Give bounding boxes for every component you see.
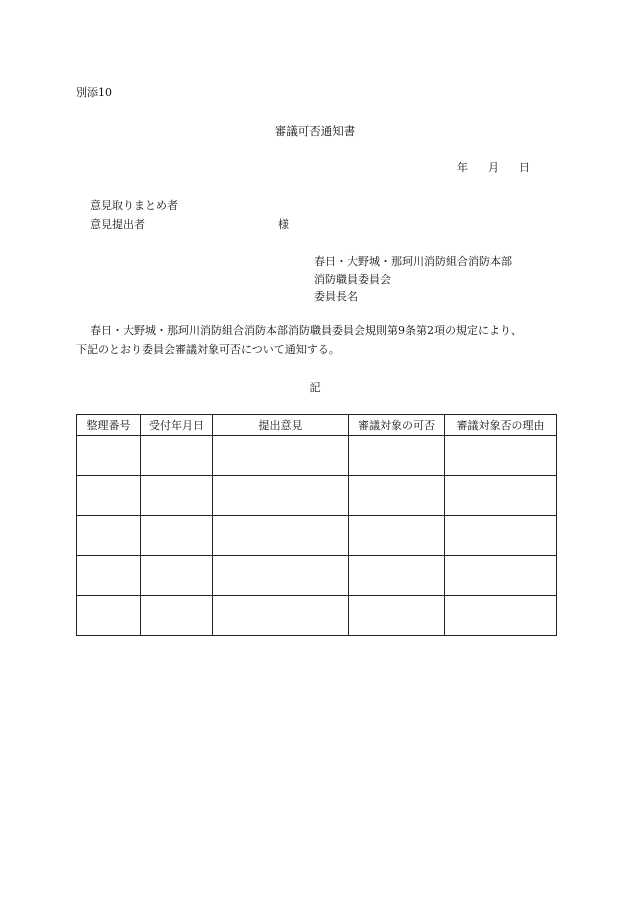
recipient-line-2: 意見提出者 xyxy=(90,218,145,231)
recipient-line-1: 意見取りまとめ者 xyxy=(90,199,178,212)
sender-organization: 春日・大野城・那珂川消防組合消防本部 xyxy=(314,255,512,268)
table-cell xyxy=(445,516,557,556)
table-cell xyxy=(141,516,213,556)
table-cell xyxy=(141,596,213,636)
table-cell xyxy=(213,596,349,636)
table-cell xyxy=(445,436,557,476)
table-row xyxy=(77,596,557,636)
table-cell xyxy=(213,516,349,556)
sender-chair: 委員長名 xyxy=(314,290,358,303)
table-cell xyxy=(213,436,349,476)
table-row xyxy=(77,476,557,516)
table-cell xyxy=(77,556,141,596)
table-cell xyxy=(445,476,557,516)
body-line-1: 春日・大野城・那珂川消防組合消防本部消防職員委員会規則第9条第2項の規定により、 xyxy=(90,324,522,337)
table-cell xyxy=(349,596,445,636)
table-cell xyxy=(349,556,445,596)
table-cell xyxy=(77,476,141,516)
table-header-row xyxy=(77,415,557,436)
attachment-label: 別添10 xyxy=(76,86,112,99)
date-month: 月 xyxy=(488,161,499,174)
table-cell xyxy=(77,516,141,556)
table-cell xyxy=(77,596,141,636)
notification-table xyxy=(76,414,557,636)
table-cell xyxy=(141,556,213,596)
table-row xyxy=(77,516,557,556)
header-ineligibility-reason: 審議対象否の理由 xyxy=(445,415,557,436)
body-line-2: 下記のとおり委員会審議対象可否について通知する。 xyxy=(76,343,340,356)
table-cell xyxy=(349,516,445,556)
document-title: 審議可否通知書 xyxy=(274,124,356,138)
table-row xyxy=(77,436,557,476)
date-line xyxy=(457,161,530,175)
table-cell xyxy=(213,556,349,596)
table-row xyxy=(77,556,557,596)
date-day: 日 xyxy=(519,161,530,174)
table-cell xyxy=(349,476,445,516)
table-cell xyxy=(141,476,213,516)
ki-heading: 記 xyxy=(309,381,321,394)
date-year: 年 xyxy=(457,161,468,174)
header-received-date: 受付年月日 xyxy=(141,415,213,436)
table-cell xyxy=(213,476,349,516)
header-submitted-opinion: 提出意見 xyxy=(213,415,349,436)
table-cell xyxy=(77,436,141,476)
table-cell xyxy=(141,436,213,476)
table-cell xyxy=(349,436,445,476)
header-serial-number: 整理番号 xyxy=(77,415,141,436)
table-cell xyxy=(445,596,557,636)
table-cell xyxy=(445,556,557,596)
sender-committee: 消防職員委員会 xyxy=(314,273,391,286)
header-eligibility: 審議対象の可否 xyxy=(349,415,445,436)
recipient-honorific: 様 xyxy=(278,218,289,231)
